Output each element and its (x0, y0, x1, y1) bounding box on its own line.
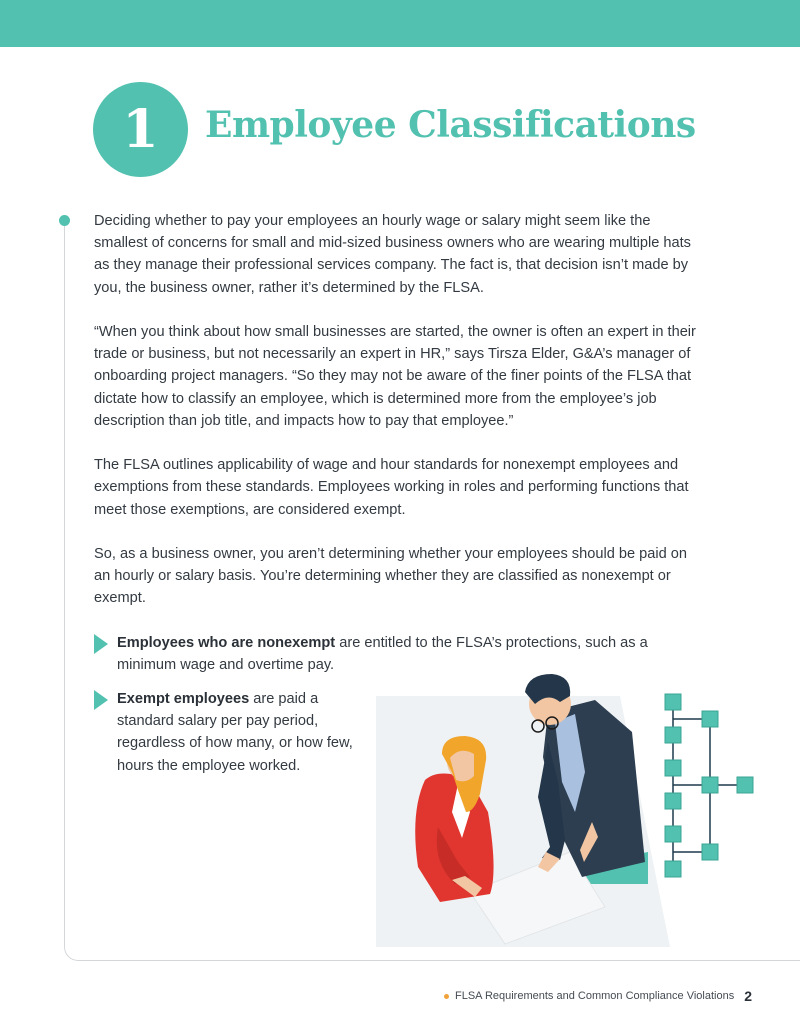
triangle-bullet-icon (94, 634, 108, 654)
paragraph-quote: “When you think about how small businesses are started, the owner is often an expert in their trade or business, but not necessarily an expert in HR,” says Tirsza Elder, G&A’s manager of onboarding project managers. “So they may not be aware of the finer points of the FLSA that dictate how to classify an employee, which is determined more from the employee’s job description than job title, and impacts how to pay that employee.” (94, 324, 696, 429)
bullet-exempt-text: are paid a standard salary per pay period, regardless of how many, or how few, hours the employee worked. (117, 691, 353, 774)
business-meeting-illustration (370, 662, 770, 947)
top-banner (0, 0, 800, 47)
section-title: Employee Classifications (205, 104, 696, 146)
footer-title: FLSA Requirements and Common Compliance Violations (454, 990, 735, 1002)
footer-dot-icon (444, 994, 449, 999)
paragraph-owner-note: So, as a business owner, you aren’t determining whether your employees should be paid on an hourly or salary basis. You’re determining whether they are classified as nonexempt or exempt. (94, 546, 688, 607)
section-number-badge (93, 82, 188, 177)
bullet-nonexempt-text: are entitled to the FLSA’s protections, such as a minimum wage and overtime pay. (117, 635, 648, 674)
bullet-nonexempt-bold: Employees who are nonexempt (117, 635, 336, 651)
paragraph-flsa-outline: The FLSA outlines applicability of wage and hour standards for nonexempt employees and exemptions from these standards. Employees working in roles and performing functions that meet those exemptions, are considered exempt. (94, 457, 689, 518)
page-number: 2 (744, 988, 752, 1004)
triangle-bullet-icon (94, 690, 108, 710)
bullet-exempt-bold: Exempt employees (117, 691, 250, 707)
paragraph-intro: Deciding whether to pay your employees an hourly wage or salary might seem like the smallest of concerns for small and mid-sized business owners who are wearing multiple hats as they manage their professional services company. The fact is, that decision isn’t made by you, the business owner, rather it’s determined by the FLSA. (94, 213, 691, 296)
body-text (94, 210, 704, 632)
page-footer (444, 988, 752, 1004)
bullet-exempt (94, 688, 374, 777)
section-number: 1 (122, 99, 159, 160)
rail-dot (59, 215, 70, 226)
